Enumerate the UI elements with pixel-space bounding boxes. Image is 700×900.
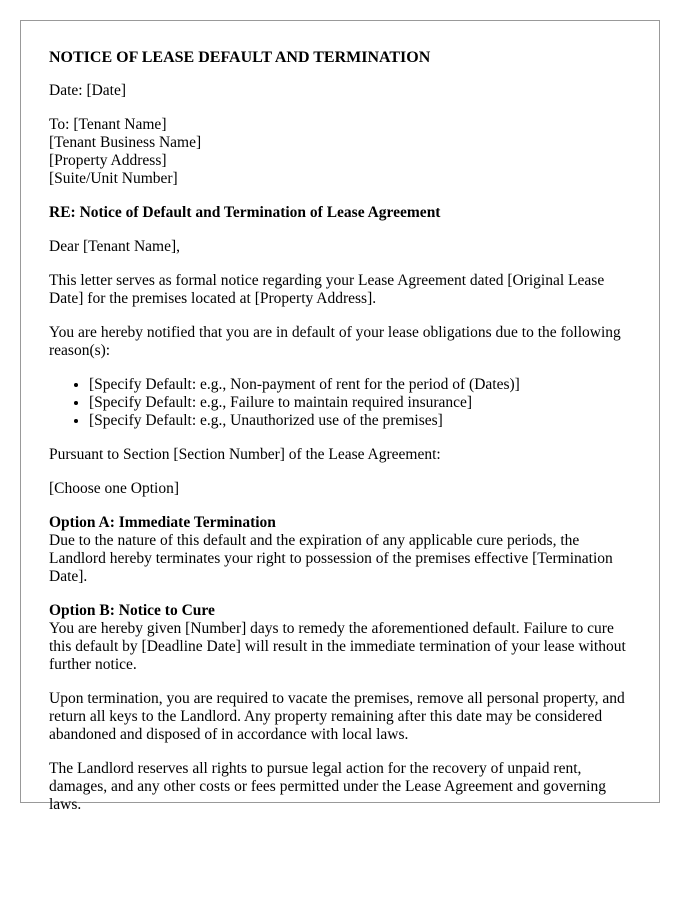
- paragraph-termination: Upon termination, you are required to vacate the premises, remove all personal property, and return all keys to the Landlord. Any property remaining after this date may be considered abandoned and disposed of in accordance with local laws.: [49, 690, 625, 743]
- paragraph-default-notice: You are hereby notified that you are in default of your lease obligations due to the following reason(s):: [49, 324, 621, 359]
- paragraph-rights: The Landlord reserves all rights to pursue legal action for the recovery of unpaid rent, damages, and any other costs or fees permitted under the Lease Agreement and governing laws.: [49, 760, 606, 813]
- option-b-heading: Option B: Notice to Cure: [49, 602, 215, 619]
- option-a-heading: Option A: Immediate Termination: [49, 514, 276, 531]
- document-content: [49, 48, 639, 830]
- paragraph-pursuant: Pursuant to Section [Section Number] of the Lease Agreement:: [49, 446, 441, 463]
- recipient-address: [49, 116, 639, 188]
- choose-option-line: [Choose one Option]: [49, 480, 180, 497]
- default-reasons-list: [49, 376, 639, 430]
- paragraph-intro: This letter serves as formal notice regarding your Lease Agreement dated [Original Lease Date] for the premises located at [Property Address].: [49, 272, 605, 307]
- address-business: [Tenant Business Name]: [49, 134, 202, 151]
- option-a-text: Due to the nature of this default and the expiration of any applicable cure periods, the Landlord hereby terminates your right to possession of the premises effective [Termination Date].: [49, 532, 613, 585]
- address-to-line: To: [Tenant Name]: [49, 116, 167, 133]
- document-title: NOTICE OF LEASE DEFAULT AND TERMINATION: [49, 49, 431, 66]
- option-b-text: You are hereby given [Number] days to remedy the aforementioned default. Failure to cure this default by [Deadline Date] will result in the immediate termination of your lease without further notice.: [49, 620, 626, 673]
- list-item: • [Specify Default: e.g., Unauthorized use of the premises]: [89, 412, 639, 430]
- address-suite: [Suite/Unit Number]: [49, 170, 178, 187]
- list-item: • [Specify Default: e.g., Failure to maintain required insurance]: [89, 394, 639, 412]
- list-item: • [Specify Default: e.g., Non-payment of rent for the period of (Dates)]: [89, 376, 639, 394]
- option-b-block: [49, 602, 639, 674]
- date-line: Date: [Date]: [49, 82, 127, 99]
- address-property: [Property Address]: [49, 152, 167, 169]
- option-a-block: [49, 514, 639, 586]
- re-line: RE: Notice of Default and Termination of Lease Agreement: [49, 204, 441, 221]
- document-page: [20, 20, 660, 813]
- salutation: Dear [Tenant Name],: [49, 238, 181, 255]
